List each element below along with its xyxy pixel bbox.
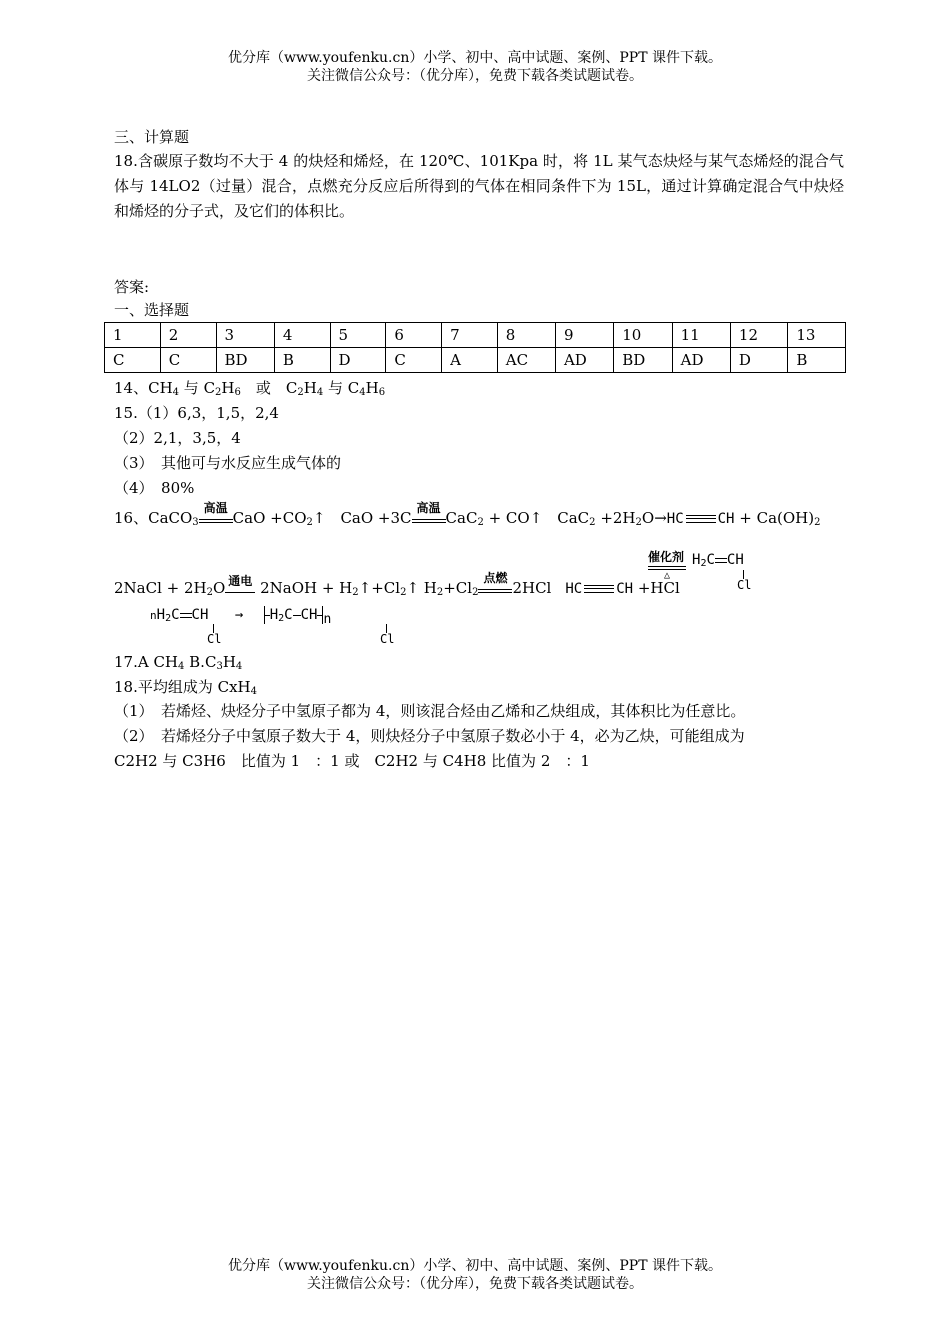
answer-18-title: 18.平均组成为 CxH$_4$ (114, 678, 258, 697)
answer-value-cell: AD (672, 348, 730, 373)
answer-number-cell: 9 (555, 323, 613, 348)
answer-number-cell: 10 (614, 323, 672, 348)
condition-high-temp-2: 高温 (412, 511, 446, 523)
answer-14: 14、$CH_4$ 与 $C_2H_6$ 或 $C_2H_4$ 与 $C_4H_6$ (114, 379, 386, 398)
answer-table (104, 322, 846, 373)
answer-15-2: （2）2,1，3,5，4 (114, 429, 241, 447)
catalyst-condition: 催化剂 △ (648, 550, 685, 581)
answer-17: 17.A $CH_4$ $B.C_3H_4$ (114, 653, 243, 672)
answer-value-cell: AC (497, 348, 555, 373)
answer-number-cell: 7 (442, 323, 498, 348)
answer-number-cell: 6 (386, 323, 442, 348)
footer-line-2: 关注微信公众号：（优分库），免费下载各类试题试卷。 (307, 1276, 643, 1292)
answer-value-cell: C (386, 348, 442, 373)
answer-15-1: 15.（1）6,3，1,5，2,4 (114, 404, 279, 422)
page-footer (0, 1257, 950, 1293)
answer-number-cell: 1 (105, 323, 161, 348)
answer-number-cell: 11 (672, 323, 730, 348)
triple-bond-icon (584, 585, 614, 593)
answer-15-3: （3） 其他可与水反应生成气体的 (114, 454, 342, 472)
answer-value-cell: D (330, 348, 386, 373)
answer-value-cell: AD (555, 348, 613, 373)
answer-value-cell: A (442, 348, 498, 373)
answer-number-cell: 5 (330, 323, 386, 348)
condition-electrolysis: 通电 (225, 584, 255, 593)
answer-16-line-2: 2NaCl + $2H_2O$ 通电 2NaOH + $H_2↑+Cl_2↑$ $H_2+Cl_2$ 点燃 2HCl HC CH +HCl (114, 571, 680, 598)
answer-value-cell: D (730, 348, 787, 373)
header-line-2: 关注微信公众号：（优分库），免费下载各类试题试卷。 (307, 68, 643, 84)
answer-number-cell: 4 (274, 323, 330, 348)
answer-value-cell: BD (216, 348, 274, 373)
answer-value-cell: B (788, 348, 846, 373)
answers-title: 答案: (114, 278, 150, 296)
answer-15-4: （4） 80% (114, 479, 195, 497)
question-18: 18.含碳原子数均不大于 4 的炔烃和烯烃，在 120℃、101Kpa 时，将 1L 某气态炔烃与某气态烯烃的混合气体与 14LO2（过量）混合，点燃充分反应后所得到的气体在相同条件下为 15L，通过计算确定混合气中炔烃和烯烃的分子式，及它们的体积比。 (114, 152, 844, 220)
answer-16-line-1: 16、CaCO$_3$ 高温 CaO $+CO_2↑$ CaO +3C 高温 CaC$_2$ + CO↑ $CaC_2 +2H_2O\to HC$ CH + $Ca(OH)_2$ (114, 501, 821, 528)
arrow-icon: → (234, 607, 244, 623)
answer-18-part-3: C2H2 与 C3H6 比值为 1 ：1 或 C2H2 与 C4H8 比值为 2 ：1 (114, 752, 590, 770)
answer-18-part-2: （2） 若烯烃分子中氢原子数大于 4，则炔烃分子中氢原子数必小于 4，必为乙炔，可能组成为 (114, 727, 745, 745)
condition-ignite: 点燃 (478, 581, 512, 593)
answer-18-part-1: （1） 若烯烃、炔烃分子中氢原子都为 4，则该混合烃由乙烯和乙炔组成，其体积比为任意比。 (114, 702, 746, 720)
answer-number-cell: 12 (730, 323, 787, 348)
header-line-1: 优分库（www.youfenku.cn）小学、初中、高中试题、案例、PPT 课件下载。 (227, 50, 722, 66)
polymerization-equation: $nH_2C$ CH → $H_2C$ CH n Cl Cl (150, 607, 395, 646)
answer-number-cell: 13 (788, 323, 846, 348)
acetylene-formula-2: HC CH (565, 581, 634, 597)
answer-value-row (105, 348, 846, 373)
section-title-calc: 三、计算题 (114, 128, 190, 146)
footer-line-1: 优分库（www.youfenku.cn）小学、初中、高中试题、案例、PPT 课件下载。 (227, 1258, 722, 1274)
answer-value-cell: C (160, 348, 216, 373)
answer-number-cell: 8 (497, 323, 555, 348)
answer-value-cell: BD (614, 348, 672, 373)
vinyl-chloride-structure: $H_2C$ CH Cl (692, 552, 752, 592)
condition-high-temp: 高温 (199, 511, 233, 523)
answer-value-cell: B (274, 348, 330, 373)
answer-number-cell: 3 (216, 323, 274, 348)
answer-number-cell: 2 (160, 323, 216, 348)
triple-bond-icon (686, 515, 716, 523)
answer-value-cell: C (105, 348, 161, 373)
page-header (0, 49, 950, 85)
answer-number-row (105, 323, 846, 348)
acetylene-formula: HC CH (666, 511, 735, 527)
choice-title: 一、选择题 (114, 301, 190, 319)
